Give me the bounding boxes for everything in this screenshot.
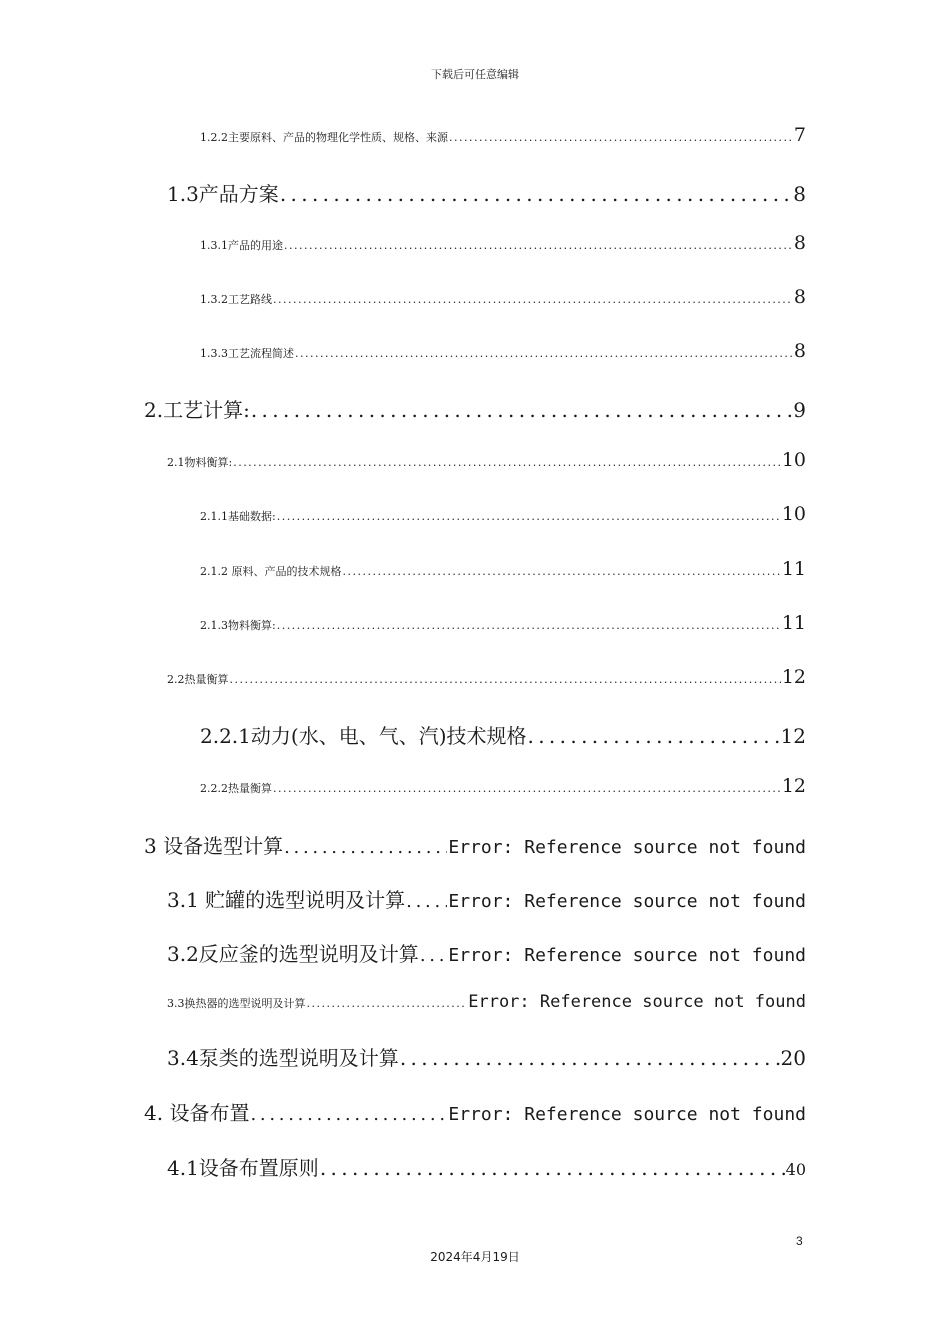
toc-entry[interactable]: [200, 232, 806, 254]
toc-entry-title: 2.工艺计算:: [144, 398, 250, 422]
toc-entry[interactable]: [144, 1097, 806, 1126]
toc-leader-dots: [420, 945, 448, 966]
toc-entry-page: Error: Reference source not found: [448, 945, 806, 966]
toc-entry[interactable]: [144, 830, 806, 859]
toc-entry-title: 2.2.1动力(水、电、气、汽)技术规格: [200, 724, 527, 748]
toc-entry-page: 40: [785, 1160, 806, 1179]
toc-leader-dots: [273, 293, 793, 306]
toc-leader-dots: [251, 398, 792, 422]
toc-entry[interactable]: [200, 612, 806, 634]
toc-entry-page: Error: Reference source not found: [448, 891, 806, 912]
toc-leader-dots: [273, 782, 781, 795]
toc-entry[interactable]: [200, 775, 806, 797]
toc-leader-dots: [449, 131, 793, 144]
toc-entry-title: 1.3.1产品的用途: [200, 239, 283, 252]
toc-leader-dots: [528, 724, 780, 748]
toc-entry-title: 2.1.2 原料、产品的技术规格: [200, 565, 342, 578]
toc-entry-page: 10: [781, 449, 806, 471]
toc-entry-title: 1.3产品方案: [167, 182, 279, 206]
toc-leader-dots: [295, 347, 793, 360]
toc-entry-page: 8: [793, 286, 806, 308]
toc-entry-page: 20: [780, 1046, 806, 1070]
toc-entry-title: 4. 设备布置: [144, 1101, 250, 1125]
toc-entry-title: 3.4泵类的选型说明及计算: [167, 1046, 399, 1070]
toc-leader-dots: [343, 565, 781, 578]
toc-entry-title: 3.2反应釜的选型说明及计算: [167, 942, 419, 966]
toc-entry-page: 10: [781, 503, 806, 525]
toc-entry-title: 1.2.2主要原料、产品的物理化学性质、规格、来源: [200, 131, 448, 144]
toc-entry[interactable]: [200, 503, 806, 525]
toc-entry-page: 12: [780, 724, 806, 748]
toc-entry[interactable]: [167, 884, 806, 913]
toc-entry-title: 4.1设备布置原则: [167, 1156, 319, 1180]
toc-entry-page: 11: [781, 612, 806, 634]
toc-entry-title: 2.1物料衡算:: [167, 456, 233, 469]
toc-entry-page: 9: [793, 398, 806, 422]
toc-entry[interactable]: [167, 178, 806, 207]
toc-entry[interactable]: [200, 340, 806, 362]
toc-entry[interactable]: [167, 992, 806, 1012]
toc-leader-dots: [320, 1156, 785, 1180]
toc-leader-dots: [284, 837, 447, 858]
toc-entry-page: Error: Reference source not found: [448, 837, 806, 858]
toc-entry-title: 1.3.2工艺路线: [200, 293, 272, 306]
toc-entry-page: 11: [781, 558, 806, 580]
toc-entry[interactable]: [200, 558, 806, 580]
toc-entry-title: 3.1 贮罐的选型说明及计算: [167, 888, 406, 912]
toc-entry[interactable]: [167, 1042, 806, 1071]
toc-entry[interactable]: [200, 286, 806, 308]
toc-entry-title: 3.3换热器的选型说明及计算: [167, 997, 306, 1010]
toc-entry[interactable]: [167, 449, 806, 471]
toc-entry[interactable]: [200, 720, 806, 749]
toc-entry-page: 8: [793, 182, 806, 206]
toc-leader-dots: [277, 619, 781, 632]
toc-entry-title: 2.2.2热量衡算: [200, 782, 272, 795]
toc-entry[interactable]: [167, 938, 806, 967]
toc-entry[interactable]: [167, 666, 806, 688]
toc-leader-dots: [250, 1104, 447, 1125]
toc-entry-page: 12: [781, 775, 806, 797]
toc-entry[interactable]: [144, 394, 806, 423]
toc-leader-dots: [400, 1046, 780, 1070]
page-header: 下载后可任意编辑: [431, 68, 519, 81]
toc-entry-title: 2.1.1基础数据:: [200, 510, 276, 523]
toc-entry-title: 1.3.3工艺流程简述: [200, 347, 294, 360]
toc-entry[interactable]: [167, 1152, 806, 1181]
toc-leader-dots: [280, 182, 792, 206]
toc-entry-page: Error: Reference source not found: [468, 992, 806, 1012]
toc-entry-title: 2.2热量衡算: [167, 673, 229, 686]
toc-entry-page: 8: [793, 340, 806, 362]
toc-entry-title: 2.1.3物料衡算:: [200, 619, 276, 632]
toc-entry-page: 7: [793, 124, 806, 146]
toc-leader-dots: [230, 673, 781, 686]
footer-date: 2024年4月19日: [430, 1250, 520, 1264]
toc-entry-title: 3 设备选型计算: [144, 834, 284, 858]
toc-entry-page: 12: [781, 666, 806, 688]
toc-leader-dots: [277, 510, 781, 523]
toc-leader-dots: [284, 239, 793, 252]
toc-leader-dots: [406, 891, 447, 912]
page-number: 3: [796, 1234, 803, 1248]
toc-entry-page: 8: [793, 232, 806, 254]
toc-leader-dots: [307, 997, 468, 1010]
toc-leader-dots: [233, 456, 781, 469]
toc-entry-page: Error: Reference source not found: [448, 1104, 806, 1125]
toc-entry[interactable]: [200, 124, 806, 146]
